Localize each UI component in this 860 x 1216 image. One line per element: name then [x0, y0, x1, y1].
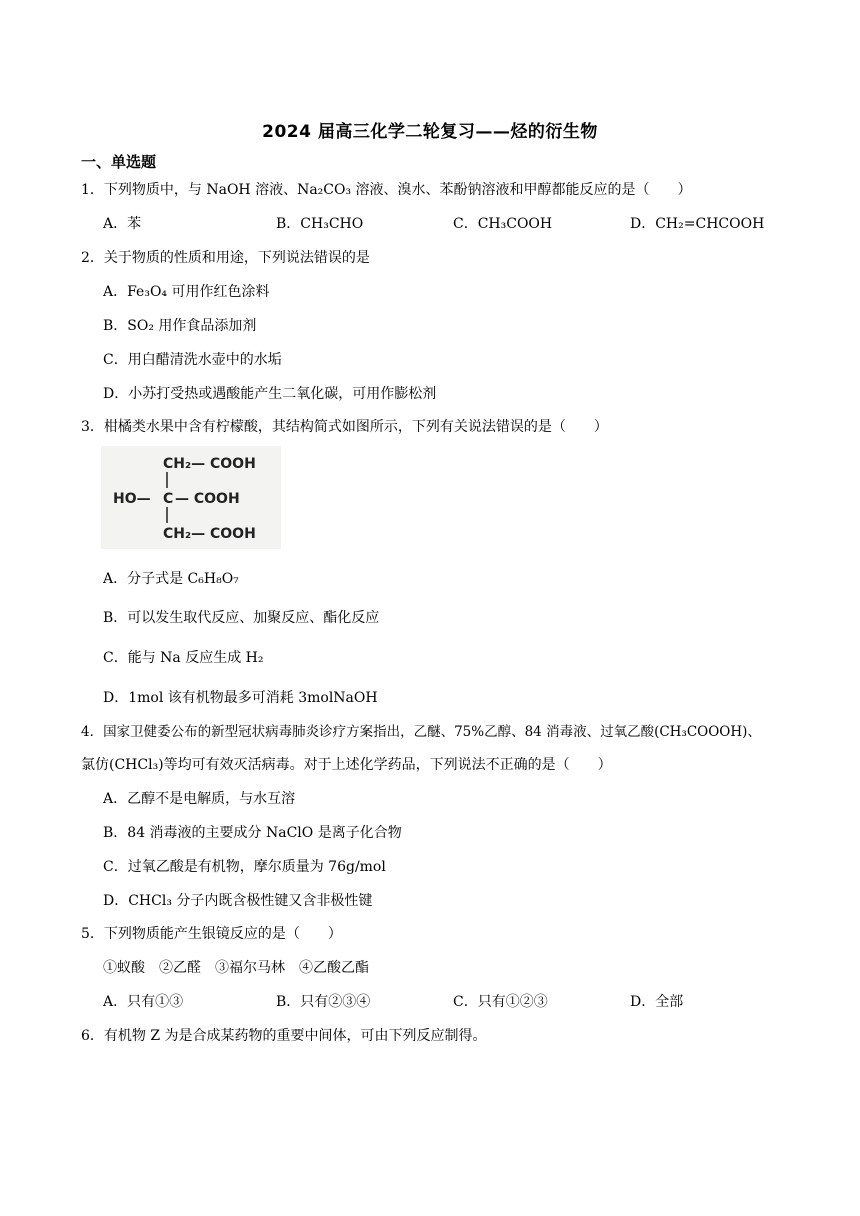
question-2-option-b: B．SO₂ 用作食品添加剂 [103, 318, 257, 334]
question-5-items: ①蚁酸 ②乙醛 ③福尔马林 ④乙酸乙酯 [103, 960, 369, 976]
question-5-option-c: C．只有①②③ [453, 994, 548, 1010]
question-2-option-c: C．用白醋清洗水壶中的水垢 [103, 352, 282, 368]
question-5-stem: 5．下列物质能产生银镜反应的是（ ） [81, 926, 342, 942]
question-2-option-a: A．Fe₃O₄ 可用作红色涂料 [103, 284, 270, 300]
structure-top-group: CH₂— COOH [163, 456, 256, 472]
structure-hydroxyl: HO— [113, 491, 151, 507]
question-4-option-b: B．84 消毒液的主要成分 NaClO 是离子化合物 [103, 825, 402, 841]
question-2-stem: 2．关于物质的性质和用途，下列说法错误的是 [81, 250, 370, 266]
question-2-option-d: D．小苏打受热或遇酸能产生二氧化碳，可用作膨松剂 [103, 386, 437, 402]
section-heading: 一、单选题 [81, 153, 157, 171]
page-title: 2024 届高三化学二轮复习——烃的衍生物 [262, 122, 598, 142]
question-1-option-d: D．CH₂=CHCOOH [630, 216, 765, 232]
question-3-option-d: D．1mol 该有机物最多可消耗 3molNaOH [103, 690, 378, 706]
question-3-option-b: B．可以发生取代反应、加聚反应、酯化反应 [103, 610, 380, 626]
citric-acid-structure-image [101, 446, 281, 549]
question-1-option-a: A．苯 [103, 216, 142, 232]
question-4-stem-line-1: 4．国家卫健委公布的新型冠状病毒肺炎诊疗方案指出，乙醚、75%乙醇、84 消毒液、过氧乙酸(CH₃COOOH)、 [81, 724, 761, 740]
question-3-stem: 3．柑橘类水果中含有柠檬酸，其结构简式如图所示，下列有关说法错误的是（ ） [81, 419, 608, 435]
structure-center-carbon: C [163, 491, 174, 507]
question-5-option-d: D．全部 [630, 994, 684, 1010]
question-5-option-a: A．只有①③ [103, 994, 184, 1010]
question-4-stem-line-2: 氯仿(CHCl₃)等均可有效灭活病毒。对于上述化学药品，下列说法不正确的是（ ） [81, 757, 612, 773]
question-6-stem: 6．有机物 Z 为是合成某药物的重要中间体，可由下列反应制得。 [81, 1028, 487, 1044]
question-4-option-c: C．过氧乙酸是有机物，摩尔质量为 76g/mol [103, 859, 386, 875]
question-3-option-a: A．分子式是 C₆H₈O₇ [103, 571, 239, 587]
question-1-stem: 1．下列物质中，与 NaOH 溶液、Na₂CO₃ 溶液、溴水、苯酚钠溶液和甲醇都能反应的是（ ） [81, 182, 692, 198]
question-1-option-b: B．CH₃CHO [276, 216, 364, 232]
question-3-option-c: C．能与 Na 反应生成 H₂ [103, 650, 264, 666]
structure-middle-group: — COOH [175, 491, 240, 507]
question-4-option-d: D．CHCl₃ 分子内既含极性键又含非极性键 [103, 893, 373, 909]
question-5-option-b: B．只有②③④ [276, 994, 371, 1010]
question-1-option-c: C．CH₃COOH [453, 216, 553, 232]
structure-bottom-group: CH₂— COOH [163, 526, 256, 542]
question-4-option-a: A．乙醇不是电解质，与水互溶 [103, 791, 296, 807]
